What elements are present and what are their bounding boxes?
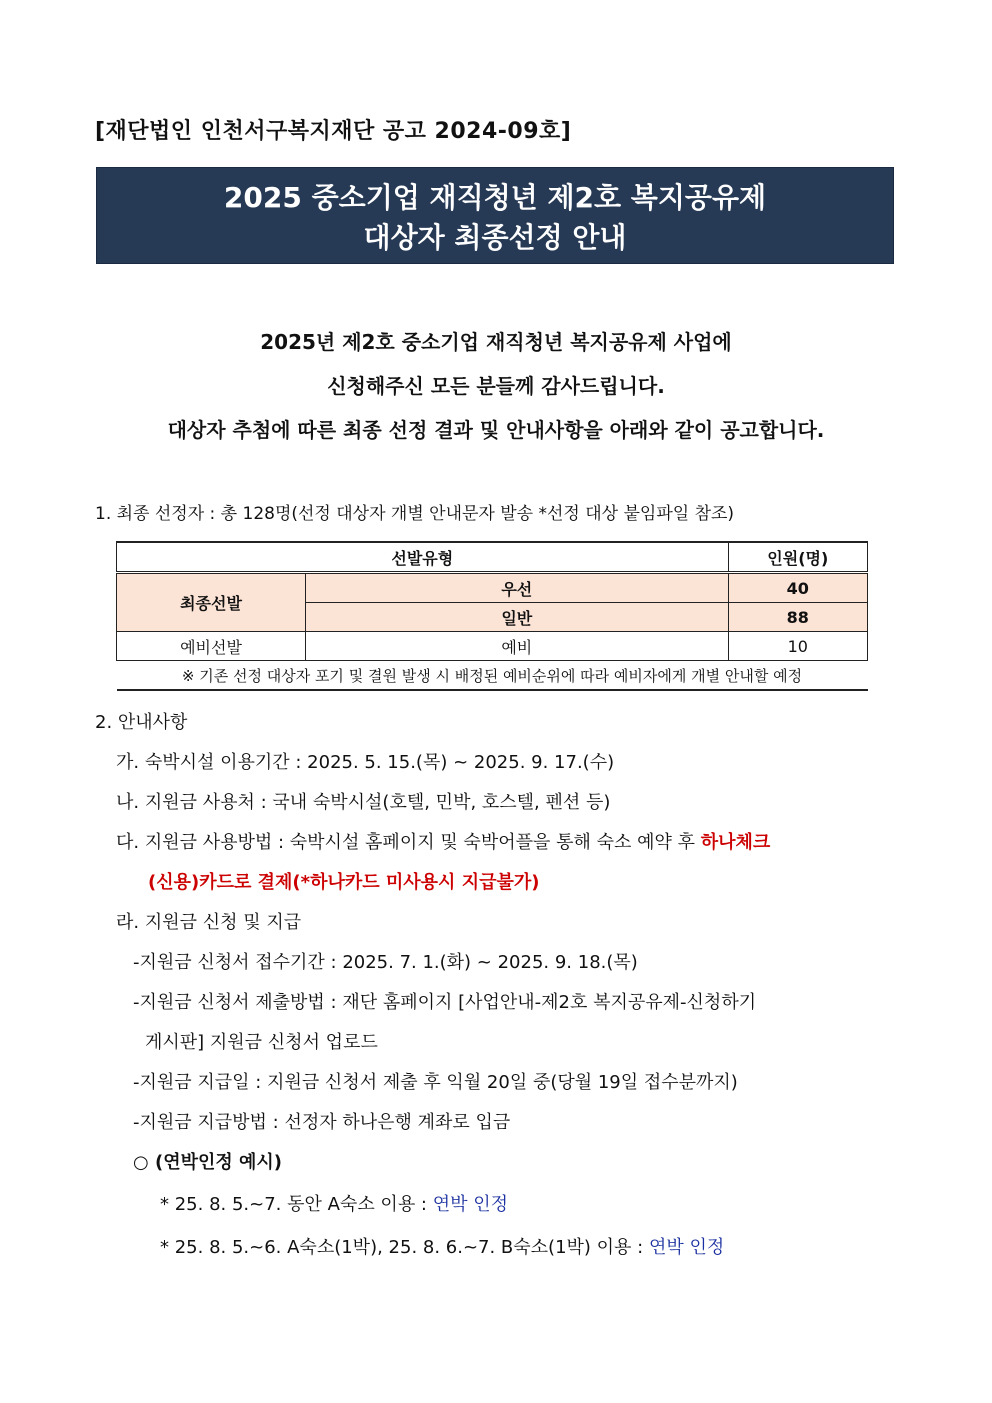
intro-line-1: 2025년 제2호 중소기업 재직청년 복지공유제 사업에 [260, 330, 732, 354]
item-na: 나. 지원금 사용처 : 국내 숙박시설(호텔, 민박, 호스텔, 펜션 등) [116, 792, 611, 813]
ra-item-method: -지원금 신청서 제출방법 : 재단 홈페이지 [사업안내-제2호 복지공유제-신청하기 [133, 992, 757, 1013]
count-general: 88 [728, 603, 867, 632]
ra-item-paymethod: -지원금 지급방법 : 선정자 하나은행 계좌로 입금 [133, 1112, 511, 1133]
example-1 [160, 1190, 508, 1216]
type-priority: 우선 [306, 573, 729, 603]
count-priority: 40 [728, 573, 867, 603]
group-reserve: 예비선발 [117, 632, 306, 661]
item-ga: 가. 숙박시설 이용기간 : 2025. 5. 15.(목) ~ 2025. 9. 17.(수) [116, 752, 615, 773]
count-reserve: 10 [728, 632, 867, 661]
table-note-row [117, 661, 868, 691]
table-note: ※ 기존 선정 대상자 포기 및 결원 발생 시 배정된 예비순위에 따라 예비자에게 개별 안내할 예정 [117, 661, 868, 691]
section2-heading: 2. 안내사항 [95, 712, 188, 733]
item-da-highlight-1: 하나체크 [700, 832, 771, 853]
title-banner [96, 167, 894, 264]
type-general: 일반 [306, 603, 729, 632]
example-2-result: 연박 인정 [648, 1237, 725, 1258]
header-type: 선발유형 [117, 542, 729, 573]
item-da-highlight-2: (신용)카드로 결제(*하나카드 미사용시 지급불가) [148, 872, 540, 893]
ra-item-method-cont: 게시판] 지원금 신청서 업로드 [145, 1032, 378, 1053]
example-1-result: 연박 인정 [432, 1194, 508, 1215]
example-2 [160, 1233, 724, 1259]
item-ra: 라. 지원금 신청 및 지급 [116, 912, 302, 933]
example-heading: ○ (연박인정 예시) [133, 1152, 283, 1173]
title-line-2: 대상자 최종선정 안내 [363, 221, 627, 254]
group-final: 최종선발 [117, 573, 306, 632]
example-2-text: * 25. 8. 5.~6. A숙소(1박), 25. 8. 6.~7. B숙소(1박) 이용 : [160, 1237, 649, 1258]
section1-heading: 1. 최종 선정자 : 총 128명(선정 대상자 개별 안내문자 발송 *선정 대상 붙임파일 참조) [95, 504, 735, 524]
table-row [117, 632, 868, 661]
title-line-1: 2025 중소기업 재직청년 제2호 복지공유제 [223, 181, 767, 214]
table-row [117, 573, 868, 603]
type-reserve: 예비 [306, 632, 729, 661]
intro-line-2: 신청해주신 모든 분들께 감사드립니다. [327, 374, 665, 398]
ra-item-payday: -지원금 지급일 : 지원금 신청서 제출 후 익월 20일 중(당월 19일 접수분까지) [133, 1072, 738, 1093]
table-header-row [117, 542, 868, 573]
item-da-text: 다. 지원금 사용방법 : 숙박시설 홈페이지 및 숙박어플을 통해 숙소 예약 후 [116, 832, 701, 853]
notice-number: [재단법인 인천서구복지재단 공고 2024-09호] [95, 119, 572, 144]
header-count: 인원(명) [728, 542, 867, 573]
ra-item-period: -지원금 신청서 접수기간 : 2025. 7. 1.(화) ~ 2025. 9. 18.(목) [133, 952, 638, 973]
selection-table [116, 541, 868, 691]
intro-line-3: 대상자 추첨에 따른 최종 선정 결과 및 안내사항을 아래와 같이 공고합니다. [167, 418, 825, 442]
example-1-text: * 25. 8. 5.~7. 동안 A숙소 이용 : [160, 1194, 433, 1215]
item-da [116, 828, 770, 854]
